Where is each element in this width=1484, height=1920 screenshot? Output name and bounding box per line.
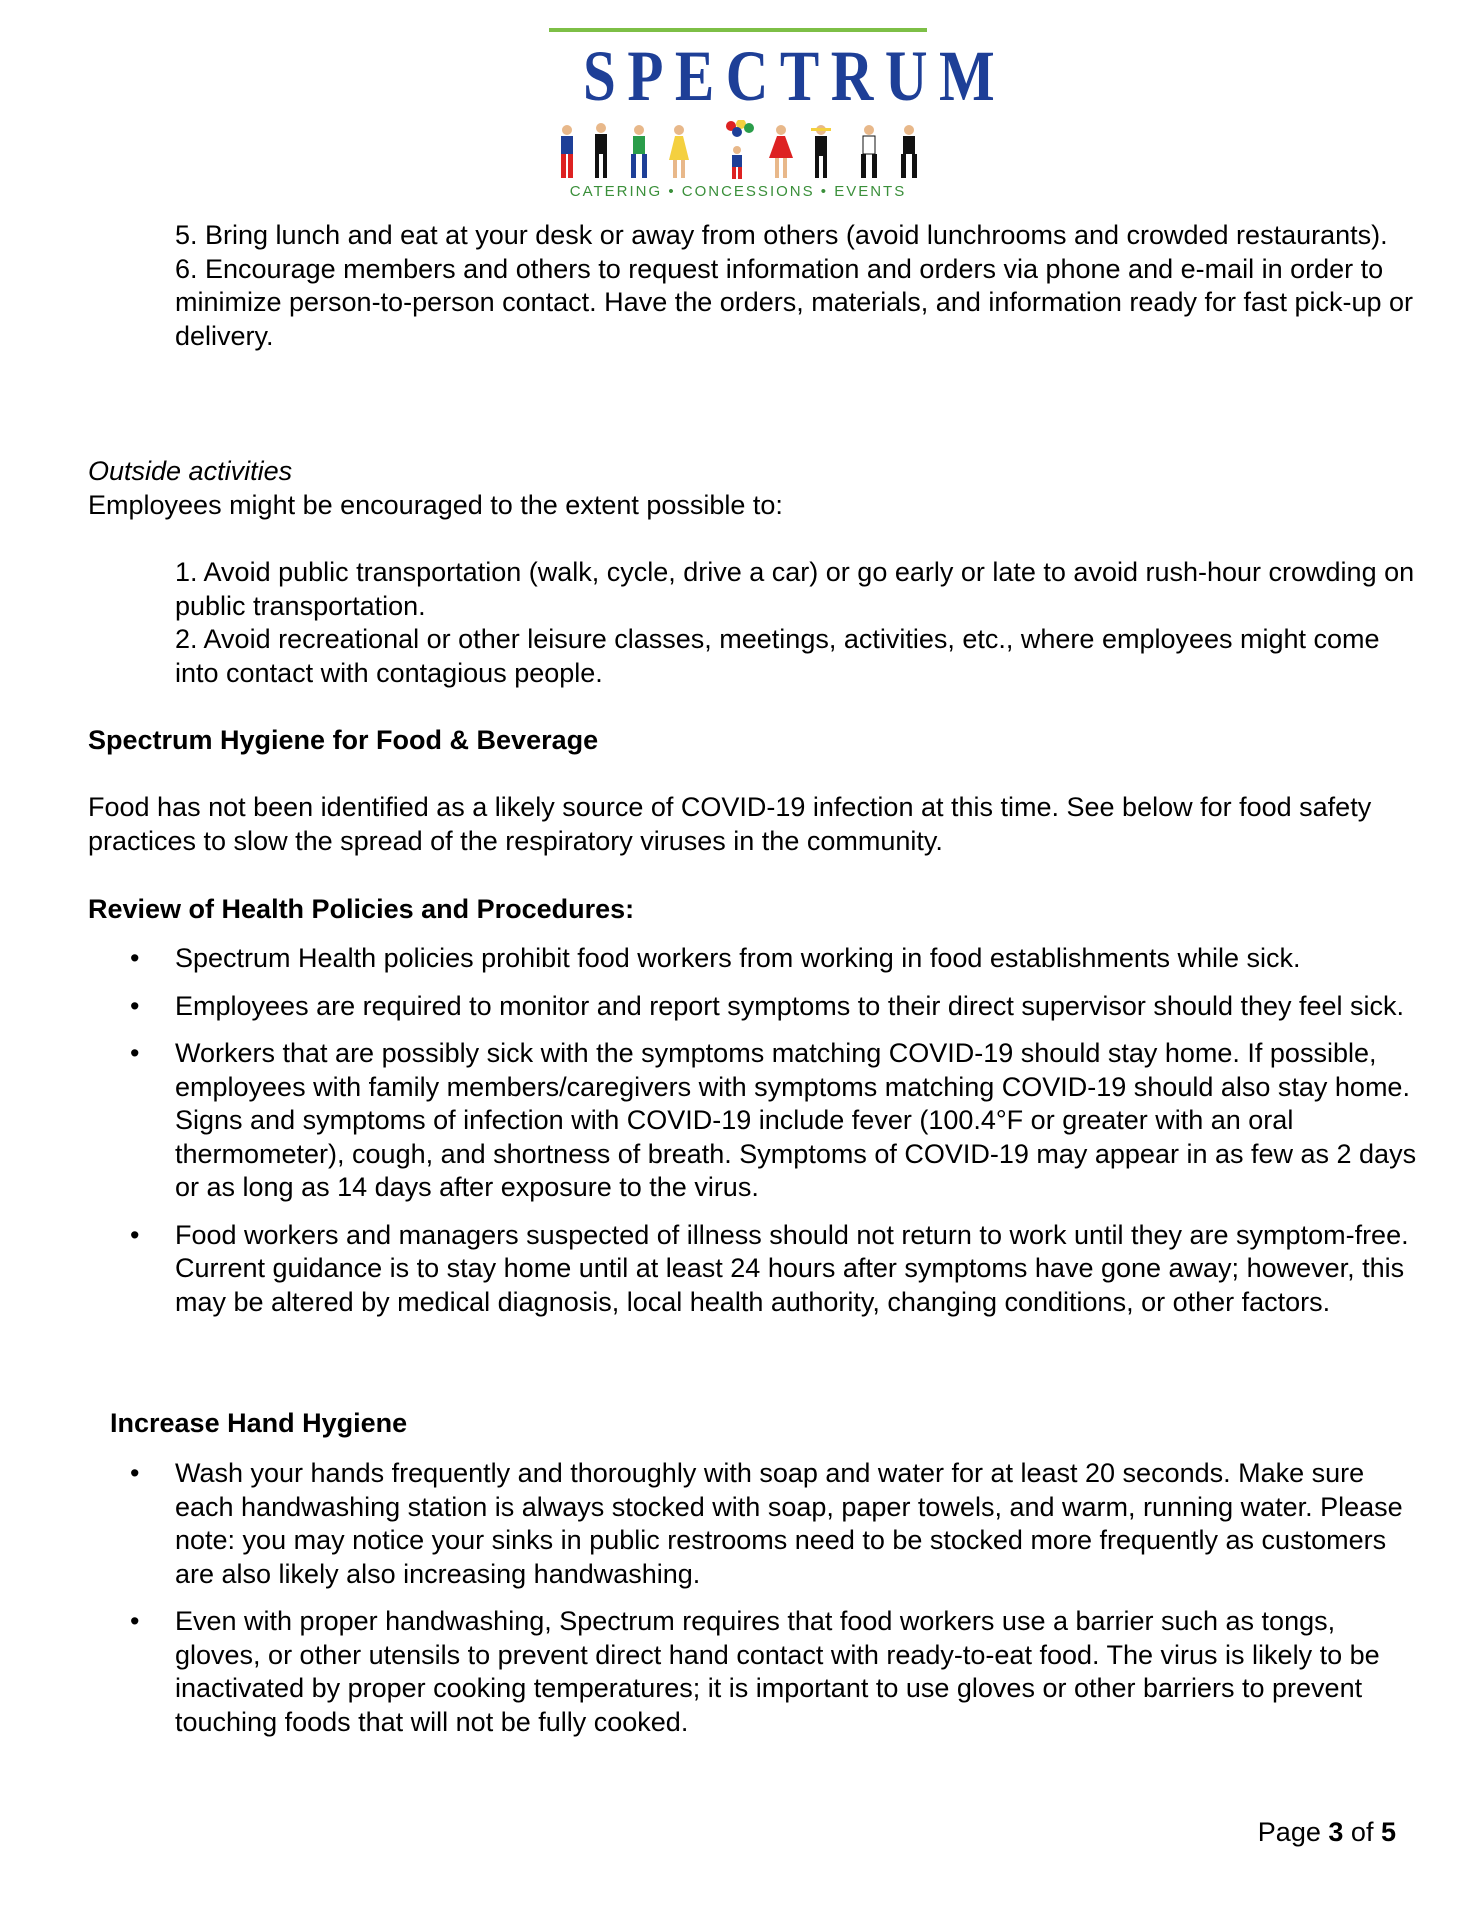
review-bullet: • Workers that are possibly sick with the symptoms matching COVID-19 should stay home. If possible, employees with family members/caregivers with symptoms matching COVID-19 should also stay home. Signs and symptoms of infection with COVID-19 include fever (100.4°F or greater with an oral thermometer), cough, and shortness of breath. Symptoms of COVID-19 may appear in as few as 2 days or as long as 14 days after exposure to the virus. <box>130 1038 1417 1202</box>
current-page: 3 <box>1328 1817 1344 1847</box>
figure-5 <box>732 146 742 179</box>
bullet-dot: • <box>130 1458 140 1488</box>
hand-bullet: • Even with proper handwashing, Spectrum requires that food workers use a barrier such as tongs, gloves, or other utensils to prevent direct hand contact with ready-to-eat food. The virus is likely to be inactivated by proper cooking temperatures; it is important to use gloves or other barriers to prevent touching foods that will not be fully cooked. <box>130 1606 1380 1737</box>
bullet-dot: • <box>130 1219 140 1250</box>
hygiene-intro: Food has not been identified as a likely source of COVID-19 infection at this time. See below for food safety practices to slow the spread of the respiratory viruses in the community. <box>88 792 1372 856</box>
list-item-1: 1. Avoid public transportation (walk, cycle, drive a car) or go early or late to avoid rush-hour crowding on public transportation. <box>175 557 1415 621</box>
hand-bullet: • Wash your hands frequently and thoroughly with soap and water for at least 20 seconds. Make sure each handwashing station is always stocked with soap, paper towels, and warm, running water. Please note: you may notice your sinks in public restrooms need to be stocked more frequently as customers are also likely also increasing handwashing. <box>130 1458 1403 1589</box>
of-word: of <box>1350 1817 1374 1847</box>
top-list <box>175 219 1415 353</box>
list-item-2: 2. Avoid recreational or other leisure classes, meetings, activities, etc., where employees might come into contact with contagious people. <box>175 624 1380 688</box>
outside-activities-list <box>175 556 1415 690</box>
hand-hygiene-heading: Increase Hand Hygiene <box>110 1408 408 1438</box>
page-word: Page <box>1257 1817 1321 1847</box>
review-bullets <box>130 942 1420 1319</box>
outside-activities-intro: Employees might be encouraged to the extent possible to: <box>88 490 783 520</box>
figure-4 <box>669 125 689 178</box>
review-bullet: • Spectrum Health policies prohibit food workers from working in food establishments while sick. <box>130 942 1420 976</box>
page-number <box>1200 1816 1396 1850</box>
review-heading: Review of Health Policies and Procedures: <box>88 894 635 924</box>
hand-hygiene-bullets <box>130 1457 1420 1739</box>
balloons <box>726 120 754 137</box>
spectrum-logo <box>549 28 1007 204</box>
bullet-dot: • <box>130 990 140 1021</box>
logo-tagline: CATERING • CONCESSIONS • EVENTS <box>569 183 907 200</box>
figure-3 <box>631 125 647 178</box>
bullet-dot: • <box>130 943 140 973</box>
figure-8 <box>861 125 877 178</box>
bullet-dot: • <box>130 1606 140 1636</box>
logo-figures-illustration <box>549 120 927 182</box>
list-item-5: 5. Bring lunch and eat at your desk or away from others (avoid lunchrooms and crowded restaurants). <box>175 220 1388 250</box>
list-item-6: 6. Encourage members and others to request information and orders via phone and e-mail in order to minimize person-to-person contact. Have the orders, materials, and information ready for fast pick-up or delivery. <box>175 253 1414 351</box>
logo-accent-bar <box>549 28 927 32</box>
bullet-dot: • <box>130 1038 140 1068</box>
figure-1 <box>561 125 573 178</box>
review-bullet: • Food workers and managers suspected of illness should not return to work until they are symptom-free. Current guidance is to stay home until at least 24 hours after symptoms have gone away; however, this may be altered by medical diagnosis, local health authority, changing conditions, or other factors. <box>130 1219 1409 1317</box>
figure-2 <box>595 123 607 178</box>
outside-activities-heading: Outside activities <box>88 456 293 486</box>
hygiene-heading: Spectrum Hygiene for Food & Beverage <box>88 725 599 755</box>
figure-6 <box>769 125 793 178</box>
figure-7 <box>811 125 831 178</box>
total-pages: 5 <box>1380 1817 1396 1847</box>
figure-9 <box>901 125 917 178</box>
logo-wordmark: SPECTRUM <box>583 36 1007 116</box>
review-bullet: • Employees are required to monitor and report symptoms to their direct supervisor should they feel sick. <box>130 990 1420 1024</box>
